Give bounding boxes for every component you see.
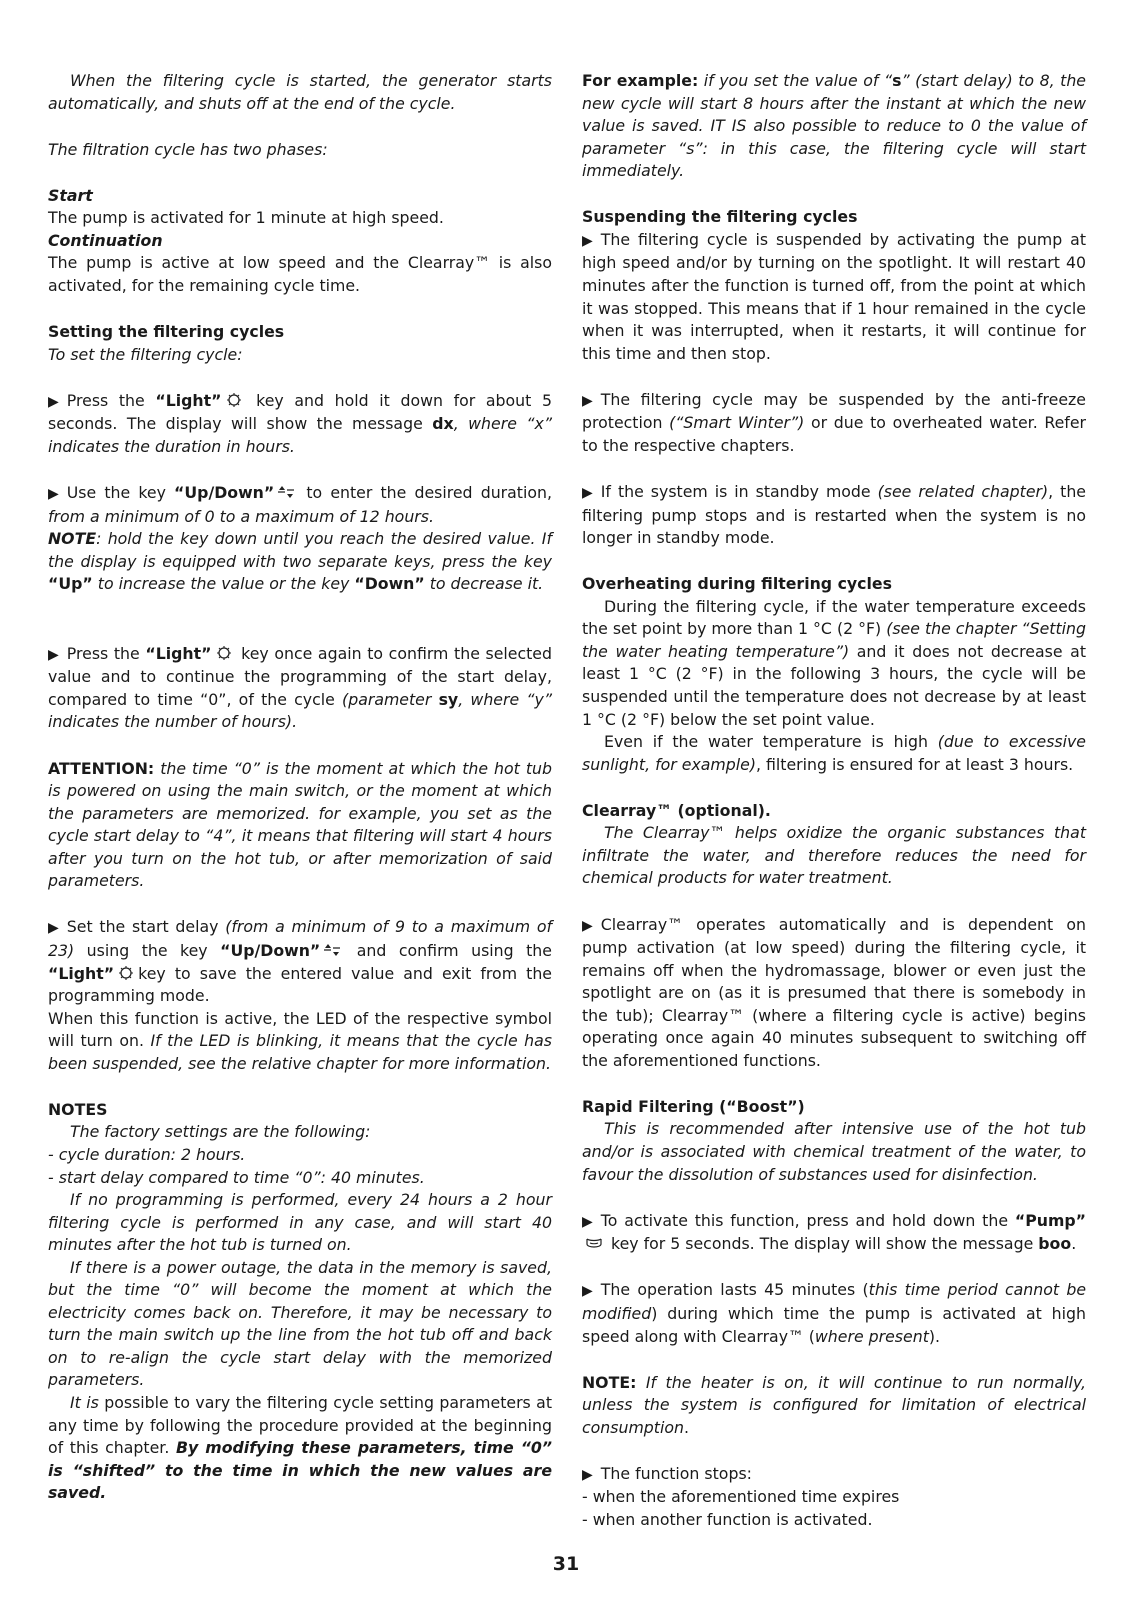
notes-duration: - cycle duration: 2 hours.	[48, 1144, 246, 1164]
step-light-confirm: ▶ Press the “Light” key once again to confirm the selected value and to continue the programming of the start delay, compared to time “0”, of the cycle (parameter sy, where “y” indicates the number of hours).	[48, 643, 553, 732]
triangle-bullet-icon: ▶	[582, 1283, 593, 1300]
start-heading: Start	[48, 185, 93, 205]
triangle-bullet-icon: ▶	[48, 920, 59, 937]
light-bulb-icon	[224, 392, 244, 408]
notes-delay: - start delay compared to time “0”: 40 minutes.	[48, 1167, 425, 1187]
suspending-2: ▶ The filtering cycle may be suspended by the anti-freeze protection (“Smart Winter”) or due to overheated water. Refer to the respective chapters.	[582, 389, 1086, 455]
start-text: The pump is activated for 1 minute at high speed.	[48, 208, 444, 228]
clearray-heading: Clearray™ (optional).	[582, 800, 771, 820]
triangle-bullet-icon: ▶	[582, 232, 593, 249]
stops-intro: ▶ The function stops:	[582, 1463, 1086, 1487]
up-down-arrows-icon	[322, 942, 342, 958]
pump-icon	[584, 1235, 604, 1251]
step-start-delay: ▶ Set the start delay (from a minimum of 9 to a maximum of 23) using the key “Up/Down” and confirm using the “Light” key to save the entered value and exit from the programming mode. When this function is active, the LED of the respective symbol will turn on. If the LED is blinking, it means that the cycle has been suspended, see the relative chapter for more information.	[48, 917, 552, 1073]
stops-time: - when the aforementioned time expires	[582, 1487, 900, 1507]
up-down-arrows-icon	[276, 484, 296, 500]
overheating-1: During the filtering cycle, if the water temperature exceeds the set point by more than 1 °C (2 °F) (see the chapter “Setting the water heating temperature”) and it does not decrease at least 1 °C (2 °F) in the following 3 hours, the cycle will be suspended until the temperature does not decrease by at least 1 °C (2 °F) below the set point value.	[582, 596, 1086, 729]
notes-power-outage: If there is a power outage, the data in the memory is saved, but the time “0” will become the moment at which the electricity comes back on. Therefore, it may be necessary to turn the main switch up the line from the hot tub off and back on to re-align the cycle start delay with the memorized parameters.	[48, 1257, 552, 1390]
triangle-bullet-icon: ▶	[582, 917, 593, 934]
right-column	[582, 70, 1086, 1532]
triangle-bullet-icon: ▶	[48, 486, 59, 503]
triangle-bullet-icon: ▶	[48, 393, 59, 410]
step-light-hold: ▶ Press the “Light” key and hold it down for about 5 seconds. The display will show the message dx, where “x” indicates the duration in hours.	[48, 390, 552, 456]
notes-factory: The factory settings are the following:	[70, 1122, 371, 1142]
intro-text: When the filtering cycle is started, the generator starts automatically, and shuts off at the end of the cycle.	[48, 71, 552, 113]
left-column	[48, 70, 552, 1505]
continuation-heading: Continuation	[48, 230, 163, 250]
light-bulb-icon	[214, 645, 234, 661]
note-text: NOTE: hold the key down until you reach the desired value. If the display is equipped with two separate keys, press the key “Up” to increase the value or the key “Down” to decrease it.	[48, 529, 552, 594]
rapid-heading: Rapid Filtering (“Boost”)	[582, 1096, 805, 1116]
continuation-text: The pump is active at low speed and the Clearray™ is also activated, for the remaining cycle time.	[48, 253, 552, 296]
heater-note: NOTE: If the heater is on, it will continue to run normally, unless the system is configured for limitation of electrical consumption.	[582, 1372, 1086, 1437]
notes-vary: It is possible to vary the filtering cycle setting parameters at any time by following the procedure provided at the beginning of this chapter. By modifying these parameters, time “0” is “shifted” to the time in which the new values are saved.	[48, 1393, 552, 1503]
suspending-1: ▶ The filtering cycle is suspended by activating the pump at high speed and/or by turning on the spotlight. It will restart 40 minutes after the function is turned off, from the point at which it was stopped. This means that if 1 hour remained in the cycle when it was interrupted, when it restarts, it will continue for this time and then stop.	[582, 229, 1086, 363]
clearray-2: ▶ Clearray™ operates automatically and is dependent on pump activation (at low speed) during the filtering cycle, it remains off when the hydromassage, blower or even just the spotlight are on (as it is presumed that there is somebody in the tub); Clearray™ (where a filtering cycle is active) begins operating once again 40 minutes subsequent to switching off the aforementioned functions.	[582, 914, 1086, 1070]
setting-subtitle: To set the filtering cycle:	[48, 344, 243, 364]
example-text: For example: if you set the value of “s” (start delay) to 8, the new cycle will start 8 hours after the instant at which the new value is saved. IT IS also possible to reduce to 0 the value of parameter “s”: in this case, the filtering cycle will start immediately.	[582, 71, 1086, 181]
light-bulb-icon	[116, 965, 136, 981]
clearray-1: The Clearray™ helps oxidize the organic substances that infiltrate the water, and therefore reduces the need for chemical products for water treatment.	[582, 823, 1086, 888]
overheating-heading: Overheating during filtering cycles	[582, 574, 892, 594]
page-number: 31	[552, 1553, 580, 1575]
triangle-bullet-icon: ▶	[582, 484, 593, 501]
notes-no-programming: If no programming is performed, every 24 hours a 2 hour filtering cycle is performed in any case, and will start 40 minutes after the hot tub is turned on.	[48, 1190, 552, 1255]
phases-text: The filtration cycle has two phases:	[48, 139, 328, 159]
setting-heading: Setting the filtering cycles	[48, 322, 285, 342]
stops-function: - when another function is activated.	[582, 1509, 873, 1529]
step-up-down: ▶ Use the key “Up/Down” to enter the desired duration, from a minimum of 0 to a maximum of 12 hours.	[48, 483, 552, 526]
notes-heading: NOTES	[48, 1099, 108, 1119]
attention-text: ATTENTION: the time “0” is the moment at which the hot tub is powered on using the main switch, or the moment at which the parameters are memorized. for example, you set as the cycle start delay to “4”, it means that filtering will start 4 hours after you turn on the hot tub, or after memorization of said parameters.	[48, 758, 552, 891]
overheating-2: Even if the water temperature is high (due to excessive sunlight, for example), filtering is ensured for at least 3 hours.	[582, 732, 1086, 774]
triangle-bullet-icon: ▶	[582, 392, 593, 409]
suspending-3: ▶ If the system is in standby mode (see related chapter), the filtering pump stops and is restarted when the system is no longer in standby mode.	[582, 481, 1086, 548]
rapid-1: This is recommended after intensive use of the hot tub and/or is associated with chemical treatment of the water, to favour the dissolution of substances used for disinfection.	[582, 1119, 1086, 1184]
triangle-bullet-icon: ▶	[48, 646, 59, 663]
triangle-bullet-icon: ▶	[582, 1466, 593, 1483]
rapid-3: ▶ The operation lasts 45 minutes (this time period cannot be modified) during which time the pump is activated at high speed along with Clearray™ (where present).	[582, 1280, 1087, 1346]
suspending-heading: Suspending the filtering cycles	[582, 207, 858, 227]
triangle-bullet-icon: ▶	[582, 1213, 593, 1230]
rapid-2: ▶ To activate this function, press and hold down the “Pump” key for 5 seconds. The display will show the message boo.	[582, 1210, 1086, 1254]
